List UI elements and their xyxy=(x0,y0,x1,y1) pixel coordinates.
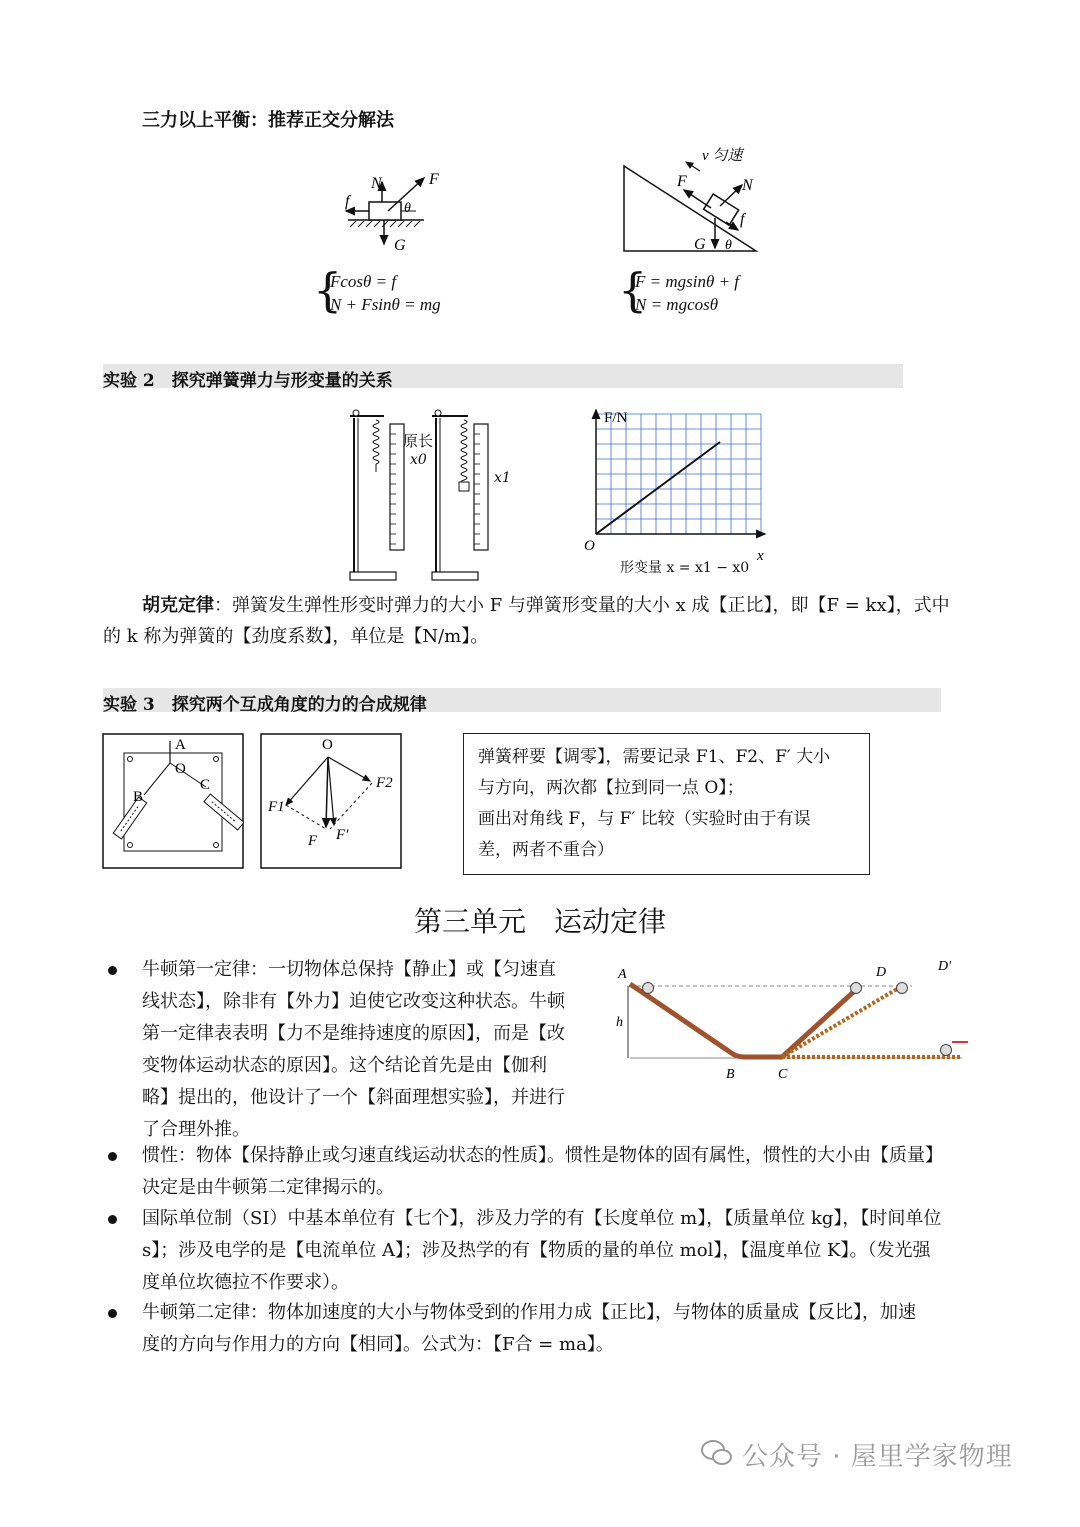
para-label-F: F xyxy=(308,833,318,849)
label-N: N xyxy=(371,175,382,192)
inertia-paragraph: 惯性：物体【保持静止或匀速直线运动状态的性质】。惯性是物体的固有属性，惯性的大小由【质量】 决定是由牛顿第二定律揭示的。 xyxy=(142,1145,943,1198)
exp3-note-box xyxy=(463,733,870,875)
label-F: F xyxy=(429,171,439,188)
exp3-note-line1: 弹簧秤要【调零】，需要记录 F1、F2、F′ 大小 xyxy=(478,747,831,767)
label-theta2: θ xyxy=(725,238,732,253)
label-theta: θ xyxy=(404,201,411,216)
label-f2: f xyxy=(740,211,745,228)
bullet-newton2 xyxy=(108,1309,117,1318)
board-label-B: B xyxy=(133,789,144,805)
incline-label-h: h xyxy=(616,1015,623,1030)
bullet-si xyxy=(108,1215,117,1224)
board-label-O: O xyxy=(175,761,186,777)
graph-origin: O xyxy=(584,538,595,554)
graph-xlabel: x xyxy=(757,548,764,564)
exp3-header: 实验 3 探究两个互成角度的力的合成规律 xyxy=(103,695,427,715)
brace-right: { xyxy=(618,263,648,317)
exp3-note-line4: 差，两者不重合） xyxy=(478,840,614,860)
incline-label-A: A xyxy=(618,967,627,982)
exp2-header: 实验 2 探究弹簧弹力与形变量的关系 xyxy=(103,371,393,391)
equation-left-2: N + Fsinθ = mg xyxy=(330,295,441,314)
figure-galileo-incline xyxy=(612,960,974,1082)
figure-force-parallelogram xyxy=(260,733,402,869)
figure-incline-forces xyxy=(614,140,764,256)
para-label-F1: F1 xyxy=(268,799,285,815)
label-original-length: 原长 xyxy=(403,432,434,450)
unit3-title: 第三单元 运动定律 xyxy=(413,905,666,938)
label-N2: N xyxy=(742,177,753,194)
graph-caption: 形变量 x = x1 − x0 xyxy=(620,560,750,576)
para-label-O: O xyxy=(322,737,333,753)
exp3-note-line3: 画出对角线 F，与 F′ 比较（实验时由于有误 xyxy=(478,809,811,829)
equation-left-1: Fcosθ = f xyxy=(330,272,397,291)
label-F2: F xyxy=(677,173,687,190)
board-label-C: C xyxy=(200,777,211,793)
label-x0: x0 xyxy=(410,452,427,468)
wechat-icon xyxy=(700,1438,734,1468)
incline-label-C: C xyxy=(778,1067,788,1082)
label-v: v 匀速 xyxy=(702,148,743,164)
hooke-paragraph-line2: 的 k 称为弹簧的【劲度系数】，单位是【N/m】。 xyxy=(103,626,489,647)
si-paragraph: 国际单位制（SI）中基本单位有【七个】，涉及力学的有【长度单位 m】，【质量单位 kg】，【时间单位 s】；涉及电学的是【电流单位 A】；涉及热学的有【物质的量的单位 mol】，【温度单位 K】。（发光强 度单位坎德拉不作要求）。 xyxy=(142,1208,942,1293)
bullet-inertia xyxy=(108,1152,117,1161)
newton1-paragraph: 牛顿第一定律：一切物体总保持【静止】或【匀速直 线状态】，除非有【外力】迫使它改变这种状态。牛顿 第一定律表表明【力不是维持速度的原因】，而是【改 变物体运动状态的原因】。这个结论首先是由【伽利 略】提出的，他设计了一个【斜面理想实验】，并进行 了合理外推。 xyxy=(142,959,565,1140)
newton2-paragraph: 牛顿第二定律：物体加速度的大小与物体受到的作用力成【正比】，与物体的质量成【反比】，加速 度的方向与作用力的方向【相同】。公式为：【F合 = ma】。 xyxy=(142,1302,916,1355)
incline-label-Dprime: D′ xyxy=(938,960,952,974)
hooke-paragraph-line1: 胡克定律：弹簧发生弹性形变时弹力的大小 F 与弹簧形变量的大小 x 成【正比】，即【F = kx】，式中 xyxy=(142,595,950,616)
equation-right-2: N = mgcosθ xyxy=(635,295,719,314)
brace-left: { xyxy=(313,263,343,317)
label-G2: G xyxy=(694,236,706,253)
incline-label-D: D xyxy=(876,965,887,980)
graph-ylabel: F/N xyxy=(604,410,628,426)
figure-hooke-graph xyxy=(580,404,780,564)
watermark: 公众号 · 屋里学家物理 xyxy=(742,1442,1013,1472)
label-f: f xyxy=(345,193,350,210)
figure-block-forces xyxy=(330,168,450,260)
para-label-F2: F2 xyxy=(376,775,393,791)
label-G: G xyxy=(394,237,406,254)
para-label-Fprime: F′ xyxy=(336,827,349,843)
board-label-A: A xyxy=(175,737,186,753)
exp3-note-line2: 与方向，两次都【拉到同一点 O】； xyxy=(478,778,744,798)
bullet-newton1 xyxy=(108,966,117,975)
section-title-balance: 三力以上平衡：推荐正交分解法 xyxy=(142,110,394,131)
label-x1: x1 xyxy=(494,470,511,486)
equation-right-1: F = mgsinθ + f xyxy=(635,272,740,291)
incline-label-B: B xyxy=(726,1067,735,1082)
figure-force-board xyxy=(102,733,244,869)
